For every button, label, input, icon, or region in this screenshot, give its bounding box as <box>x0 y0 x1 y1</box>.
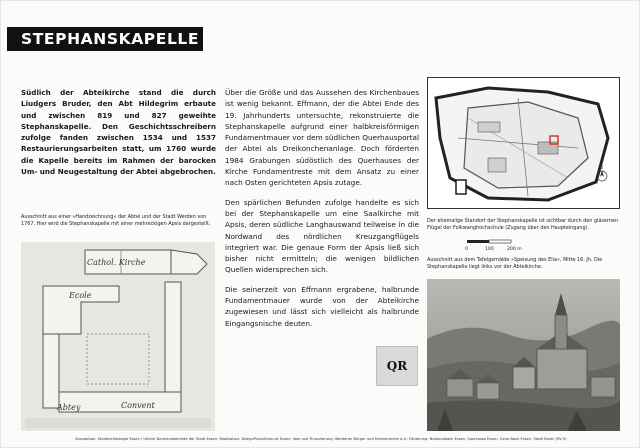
drawing-caption-text: Ausschnitt aus einer »Handzeichnung« der Abtei und der Stadt Werden von 1767. Hier wird die Stephanskapelle mit einer mehreckigen Apsis dargestellt. <box>21 214 211 228</box>
title-text: STEPHANSKAPELLE <box>21 30 200 48</box>
credits-footer <box>1 437 640 441</box>
drawing-caption <box>21 214 216 228</box>
qr-code[interactable] <box>376 346 418 386</box>
location-map <box>427 77 620 209</box>
map-scale-bar <box>449 238 549 252</box>
scale-label-100: 100 <box>485 247 494 252</box>
painting-caption <box>427 257 622 271</box>
painting-caption-text: Ausschnitt aus dem Tafelgemälde »Speisung des Elia«, Mitte 16. Jh. Die Stephanskapelle liegt links vor der Abteikirche. <box>427 257 603 271</box>
qr-label: QR <box>386 359 408 373</box>
historic-painting <box>427 279 620 431</box>
credits-text: Konzeption: Stadtarchäologie Essen / Untere Denkmalbehörde der Stadt Essen; Realisation: DesignProduktion.de Essen; Idee und Finanzierung: Werdener Bürger und Heimatverein e.V.; Förderung: Nationalbank Essen, Sparkasse Essen, Geno Bank Essen, Stadt Essen (RV II) <box>75 437 567 441</box>
scale-label-0: 0 <box>465 247 468 252</box>
drawing-illustration <box>21 242 215 431</box>
page-title <box>7 27 203 51</box>
drawing-label-convent: Convent <box>121 401 155 410</box>
map-caption-text: Der ehemalige Standort der Stephanskapelle ist sichtbar durch den gläsernen Flügel der Folkwanghochschule (Zugang über den Haupteingang). <box>427 218 619 232</box>
scale-bar-graphic <box>449 238 549 252</box>
scale-label-200: 200 m <box>507 247 522 252</box>
middle-column <box>225 87 419 337</box>
map-caption <box>427 218 622 232</box>
historic-drawing <box>21 242 215 431</box>
painting-illustration <box>427 279 620 431</box>
drawing-label-church: Cathol. Kirche <box>87 258 146 267</box>
drawing-label-school: Ecole <box>69 291 92 300</box>
body-paragraph: Die seinerzeit von Effmann ergrabene, halbrunde Fundamentmauer wurde von der Abteikirche zugewiesen und lässt sich vielleicht als halbrunde Eingangsnische deuten. <box>225 284 419 328</box>
left-column <box>21 87 216 177</box>
intro-text: Südlich der Abteikirche stand die durch Liudgers Bruder, den Abt Hildegrim erbaute und zwischen 819 und 827 geweihte Stephanskapelle. Den Geschichtsschreibern zufolge fanden zwischen 1534 und 1537 Restaurierungsarbeiten statt, um 1760 wurde die Kapelle bereits im Rahmen der barocken Um- und Neugestaltung der Abtei abgebrochen. <box>21 88 216 177</box>
body-paragraph: Über die Größe und das Aussehen des Kirchenbaues ist wenig bekannt. Effmann, der die Abtei Ende des 19. Jahrhunderts untersuchte, rekonstruierte die Stephanskapelle aufgrund einer halbkreisförmigen Fundamentmauer vor dem südlichen Querhausportal der Abtei als Dreikonchenanlage. Doch förderten 1984 Grabungen südöstlich des Querhauses der Kirche Fundamentreste mit dem Ansatz zu einer nach Osten gerichteten Apsis zutage. <box>225 88 419 188</box>
drawing-label-abbey: Abtey <box>57 403 81 412</box>
north-label: N <box>599 166 603 171</box>
body-paragraph: Den spärlichen Befunden zufolge handelte es sich bei der Stephanskapelle um eine Saalkirche mit Apsis, deren südliche Langhauswand teilweise in die Nordwand des nördlichen Kreuzgangflügels integriert war. Die genaue Form der Apsis ließ sich bisher nicht ermitteln; die wenigen bildlichen Quellen widersprechen sich. <box>225 197 419 275</box>
map-illustration <box>428 78 619 208</box>
